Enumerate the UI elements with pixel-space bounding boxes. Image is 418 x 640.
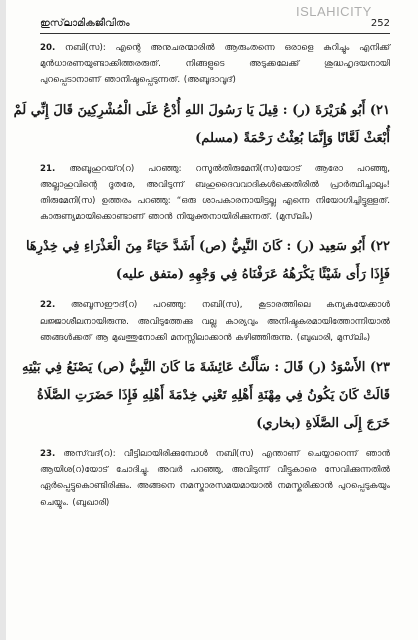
paragraph-text: അബൂസഈദ്(റ) പറഞ്ഞു: നബി(സ), കൂടാരത്തിലെ കന്യകയേക്കാൾ ലജ്ജാശീലനായിരുന്നു. അവിടുത്തേക്കു വല്ല കാര്യവും അനിഷ്ടകരമായിത്തോന്നിയാൽ ഞങ്ങൾക്കത് ആ മുഖത്തുനോക്കി മനസ്സിലാക്കാൻ കഴിഞ്ഞിരുന്നു. (ബുഖാരി, മുസ്‌ലിം) [40,300,390,343]
arabic-hadith-23 [22,354,390,438]
malayalam-paragraph-22 [40,297,390,346]
arabic-hadith-21 [13,97,390,153]
paragraph-number: 20. [40,43,56,53]
malayalam-paragraph-20 [40,40,390,89]
arabic-line: أُبْعَثْ لَعَّانًا وَإِنَّمَا بُعِثْتُ رَحْمَةً (مسلم) [195,130,390,146]
header-rule [40,33,390,34]
arabic-line: ٢٢) أَبُو سَعِيد (ر) : كَانَ النَّبِيُّ (ص) أَشَدَّ حَيَاءً مِنَ الْعَذْرَاءِ فِي خِدْرِهَا [25,239,390,255]
arabic-hadith-22 [25,233,390,289]
paragraph-text: അസ്‌വദ്(റ): വീട്ടിലായിരിക്കുമ്പോൾ നബി(സ) എന്താണ് ചെയ്യാറെന്ന് ഞാൻ ആയിശ(റ)യോട് ചോദിച്ചു. അവർ പറഞ്ഞു, അവിടുന്ന് വീട്ടുകാരെ സേവിക്കുന്നതിൽ ഏർപ്പെട്ടുകൊണ്ടിരിക്കും. അങ്ങനെ നമസ്കാരസമയമായാൽ നമസ്കരിക്കാൻ പുറപ്പെടുകയും ചെയ്യും. (ബുഖാരി) [40,449,390,508]
running-title: ഇസ്‌ലാമികജീവിതം [40,18,130,29]
watermark: ISLAHICITY [296,4,372,19]
paragraph-number: 23. [40,449,56,460]
page-header [40,18,390,32]
arabic-line: قَالَتْ كَانَ يَكُونُ فِي مِهْنَةِ أَهْلِهِ تَعْنِي خِدْمَةَ أَهْلِهِ فَإِذَا حَضَرَتِ الصَّلَاةُ [37,388,390,404]
arabic-line: فَإِذَا رَأَى شَيْئًا يَكْرَهُهُ عَرَفْنَاهُ فِي وَجْهِهِ (متفق عليه) [115,267,390,283]
paragraph-text: അബൂഹുറയ്‌റ(റ) പറഞ്ഞു: റസൂൽതിരുമേനി(സ)യോട് ആരോ പറഞ്ഞു, അല്ലാഹുവിന്റെ ദൂതരേ, അവിടുന്ന് ബഹുദൈവവാദികൾക്കെതിരിൽ പ്രാർത്ഥിച്ചാലും! തിരുമേനി(സ) ഉത്തരം പറഞ്ഞു: “ഒരു ശാപകാരനായിട്ടല്ല എന്നെ നിയോഗിച്ചിട്ടുള്ളത്. കാരുണ്യമായിക്കൊണ്ടാണ് ഞാൻ നിയുക്തനായിരിക്കുന്നത്. (മുസ്‌ലിം) [40,163,390,223]
malayalam-paragraph-21 [40,161,390,226]
paragraph-text: നബി(സ): എന്റെ അനുചരന്മാരിൽ ആരുംതന്നെ ഒരാളെ കുറിച്ചും എനിക്ക് മുൻധാരണയുണ്ടാക്കിത്തരരുത്. നിങ്ങളുടെ അടുക്കലേക്ക് ശുദ്ധഹൃദയനായി പുറപ്പെടാനാണ് ഞാനിഷ്ടപ്പെടുന്നത്. (അബൂദാവൂദ്) [40,43,390,86]
arabic-line: ٢١) أَبُو هُرَيْرَةَ (ر) : قِيلَ يَا رَسُولَ اللهِ أُدْعُ عَلَى الْمُشْرِكِينَ قَالَ إِنِّي لَمْ [13,102,390,118]
paragraph-number: 21. [40,163,56,174]
arabic-line: خَرَجَ إِلَى الصَّلَاةِ (بخاري) [256,416,390,432]
arabic-line: ٢٣) الأَسْوَدُ (ر) قَالَ : سَأَلْتُ عَائِشَةَ مَا كَانَ النَّبِيُّ (ص) يَصْنَعُ فِي بَيْتِهِ [22,360,390,376]
page-number: 252 [370,18,390,29]
page-body [13,40,390,519]
paragraph-number: 22. [40,300,56,311]
malayalam-paragraph-23 [40,446,390,511]
